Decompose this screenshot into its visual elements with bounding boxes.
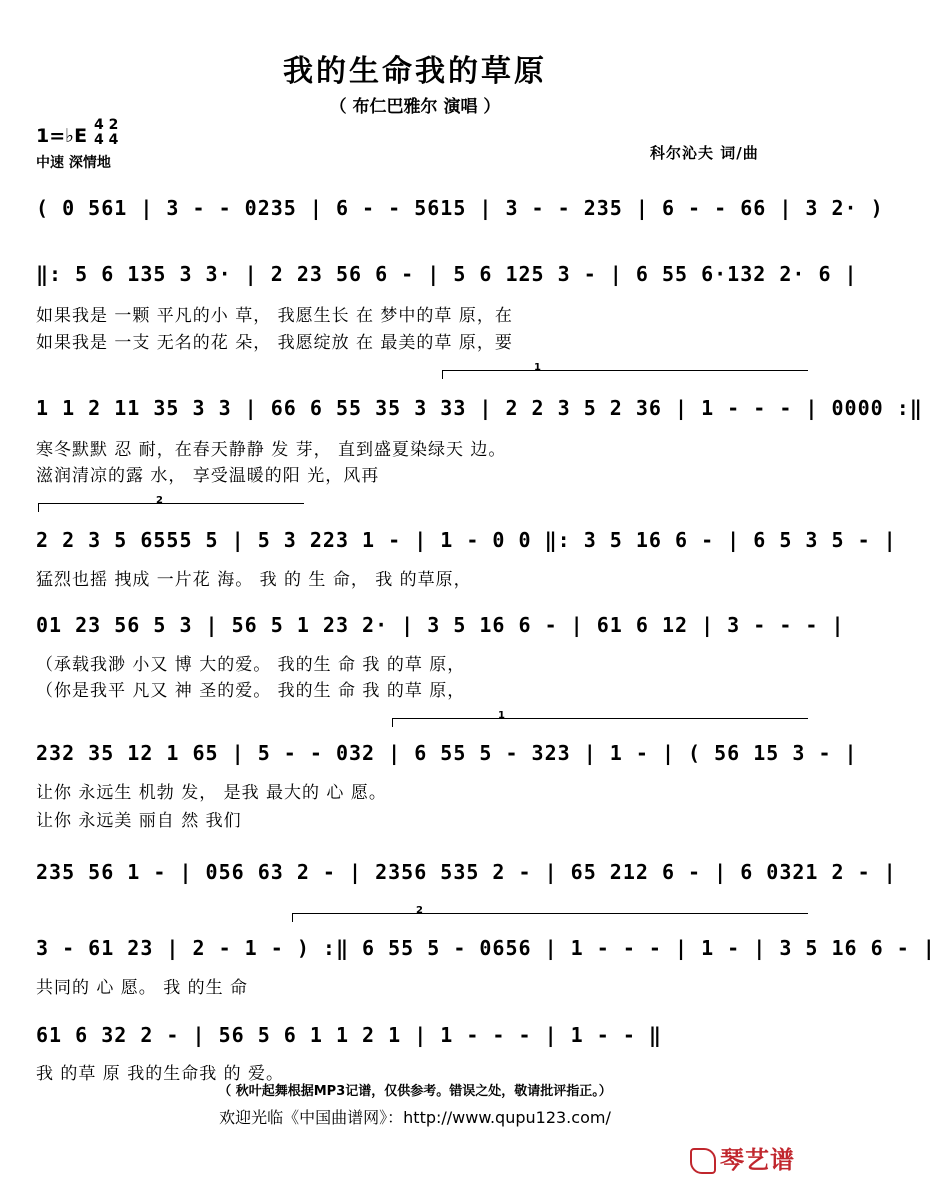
notation-line-1: ( 0 561 | 3 - - 0235 | 6 - - 5615 | 3 - - 235 | 6 - - 66 | 3 2· ): [36, 196, 884, 220]
volta-bracket-2: [38, 503, 304, 512]
volta-bracket-1: [442, 370, 808, 379]
lyric-line-5a: （承载我渺 小又 博 大的爱。 我的生 命 我 的草 原，: [36, 655, 466, 675]
notation-line-9: 61 6 32 2 - | 56 5 6 1 1 2 1 | 1 - - - | 1 - - ‖: [36, 1023, 662, 1047]
lyric-line-2b: 如果我是 一支 无名的花 朵， 我愿绽放 在 最美的草 原，要: [36, 333, 513, 353]
notation-line-5: 01 23 56 5 3 | 56 5 1 23 2· | 3 5 16 6 - | 61 6 12 | 3 - - - |: [36, 613, 845, 637]
website-link[interactable]: 欢迎光临《中国曲谱网》：http://www.qupu123.com/: [219, 1108, 611, 1127]
volta-bracket-3: [392, 718, 808, 727]
volta-number-4: 2: [416, 905, 423, 916]
lyric-line-6a: 让你 永远生 机勃 发， 是我 最大的 心 愿。: [36, 783, 387, 803]
time-signature-bottom: 4 4: [94, 132, 119, 148]
volta-bracket-4: [292, 913, 808, 922]
notation-line-8: 3 - 61 23 | 2 - 1 - ) :‖ 6 55 5 - 0656 | 1 - - - | 1 - | 3 5 16 6 - |: [36, 936, 936, 960]
time-signature: [94, 118, 118, 148]
lyric-line-5b: （你是我平 凡又 神 圣的爱。 我的生 命 我 的草 原，: [36, 681, 466, 701]
lyric-line-8a: 共同的 心 愿。 我 的生 命: [36, 978, 249, 998]
notation-line-7: 235 56 1 - | 056 63 2 - | 2356 535 2 - | 65 212 6 - | 6 0321 2 - |: [36, 860, 897, 884]
lyric-line-6b: 让你 永远美 丽自 然 我们: [36, 811, 242, 831]
site-logo: [690, 1140, 795, 1175]
lyric-line-3b: 滋润清凉的露 水， 享受温暖的阳 光，风再: [36, 466, 380, 486]
lyric-line-9a: 我 的草 原 我的生命我 的 爱。: [36, 1064, 285, 1084]
lyric-line-4a: 猛烈也摇 拽成 一片花 海。 我 的 生 命， 我 的草原，: [36, 570, 472, 590]
song-title: 我的生命我的草原: [283, 54, 547, 89]
notation-line-4: 2 2 3 5 6555 5 | 5 3 223 1 - | 1 - 0 0 ‖: 3 5 16 6 - | 6 5 3 5 - |: [36, 528, 897, 552]
composer-credit: 科尔沁夫 词/曲: [650, 144, 759, 162]
time-signature-top: 4 2: [94, 117, 119, 133]
transcription-note: （ 秋叶起舞根据MP3记谱，仅供参考。错误之处，敬请批评指正。）: [218, 1084, 612, 1099]
key-signature: 1=♭E: [36, 125, 88, 147]
lyric-line-2a: 如果我是 一颗 平凡的小 草， 我愿生长 在 梦中的草 原，在: [36, 306, 513, 326]
volta-number-2: 2: [156, 495, 163, 506]
volta-number-3: 1: [498, 710, 505, 721]
logo-text: 琴艺谱: [720, 1146, 795, 1174]
lyric-line-3a: 寒冬默默 忍 耐，在春天静静 发 芽， 直到盛夏染绿天 边。: [36, 440, 507, 460]
notation-line-3: 1 1 2 11 35 3 3 | 66 6 55 35 3 33 | 2 2 3 5 2 36 | 1 - - - | 0000 :‖: [36, 396, 923, 420]
tempo-marking: 中速 深情地: [36, 155, 111, 171]
notation-line-2: ‖: 5 6 135 3 3· | 2 23 56 6 - | 5 6 125 3 - | 6 55 6·132 2· 6 |: [36, 262, 858, 286]
logo-icon: [690, 1148, 716, 1174]
performer-credit: （ 布仁巴雅尔 演唱 ）: [329, 97, 501, 117]
notation-line-6: 232 35 12 1 65 | 5 - - 032 | 6 55 5 - 323 | 1 - | ( 56 15 3 - |: [36, 741, 858, 765]
volta-number-1: 1: [534, 362, 541, 373]
